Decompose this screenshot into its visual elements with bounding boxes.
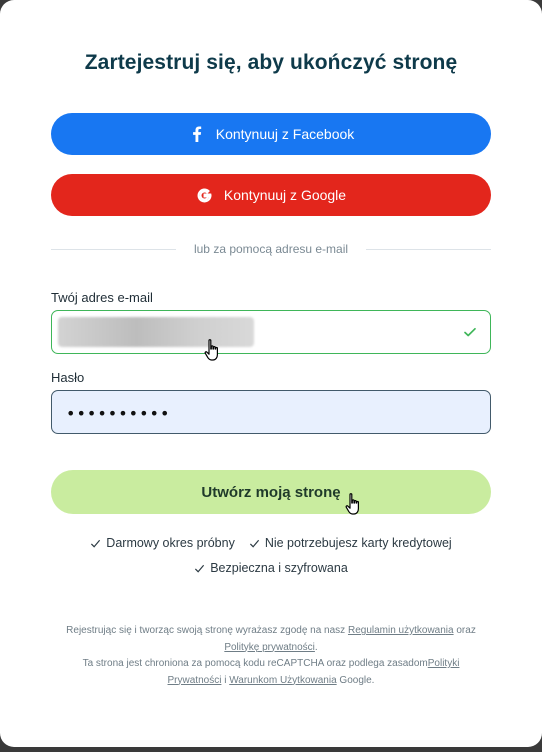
google-icon — [196, 186, 214, 204]
page-title: Zartejestruj się, aby ukończyć stronę — [84, 51, 458, 74]
feature-text: Bezpieczna i szyfrowana — [210, 561, 348, 575]
feature-text: Nie potrzebujesz karty kredytowej — [264, 536, 452, 550]
hand-pointer-icon — [343, 492, 365, 518]
divider-line-left — [51, 249, 176, 250]
privacy-policy-link[interactable]: Politykę prywatności — [224, 641, 315, 653]
password-field[interactable] — [51, 390, 491, 434]
facebook-icon — [188, 125, 206, 143]
redacted-email-value — [58, 317, 254, 347]
google-terms-link[interactable]: Warunkom Użytkowania — [229, 674, 337, 686]
password-label: Hasło — [51, 370, 85, 385]
feature-text: Darmowy okres próbny — [106, 536, 235, 550]
hand-pointer-icon — [202, 338, 224, 364]
feature-item — [90, 534, 235, 552]
facebook-signup-button[interactable] — [51, 113, 491, 155]
email-field[interactable] — [51, 310, 491, 354]
facebook-signup-label: Kontynuuj z Facebook — [215, 126, 355, 142]
divider-line-right — [366, 249, 491, 250]
valid-check-icon — [463, 325, 477, 339]
legal-text: Ta strona jest chroniona za pomocą kodu reCAPTCHA oraz podlega zasadom — [82, 658, 428, 669]
check-icon — [194, 563, 205, 574]
create-page-label: Utwórz moją stronę — [201, 483, 341, 501]
divider-text: lub za pomocą adresu e-mail — [193, 242, 349, 256]
google-privacy-link[interactable]: Polityki Prywatności — [167, 658, 460, 686]
legal-text: . — [314, 641, 318, 653]
password-masked-value[interactable]: •••••••••• — [66, 404, 171, 423]
feature-item — [249, 534, 452, 552]
google-signup-label: Kontynuuj z Google — [223, 187, 347, 203]
legal-text: oraz — [453, 625, 476, 636]
legal-text: i — [221, 674, 230, 686]
legal-notice — [51, 623, 491, 689]
email-label: Twój adres e-mail — [51, 290, 153, 305]
or-divider — [51, 242, 491, 256]
legal-text: Google. — [336, 674, 375, 686]
feature-item — [194, 559, 348, 577]
check-icon — [249, 538, 260, 549]
terms-link[interactable]: Regulamin użytkowania — [347, 625, 454, 636]
create-page-button[interactable] — [51, 470, 491, 514]
feature-list — [51, 534, 491, 577]
google-signup-button[interactable] — [51, 174, 491, 216]
legal-text: Rejestrując się i tworząc swoją stronę wyrażasz zgodę na nasz — [66, 625, 348, 636]
check-icon — [90, 538, 101, 549]
